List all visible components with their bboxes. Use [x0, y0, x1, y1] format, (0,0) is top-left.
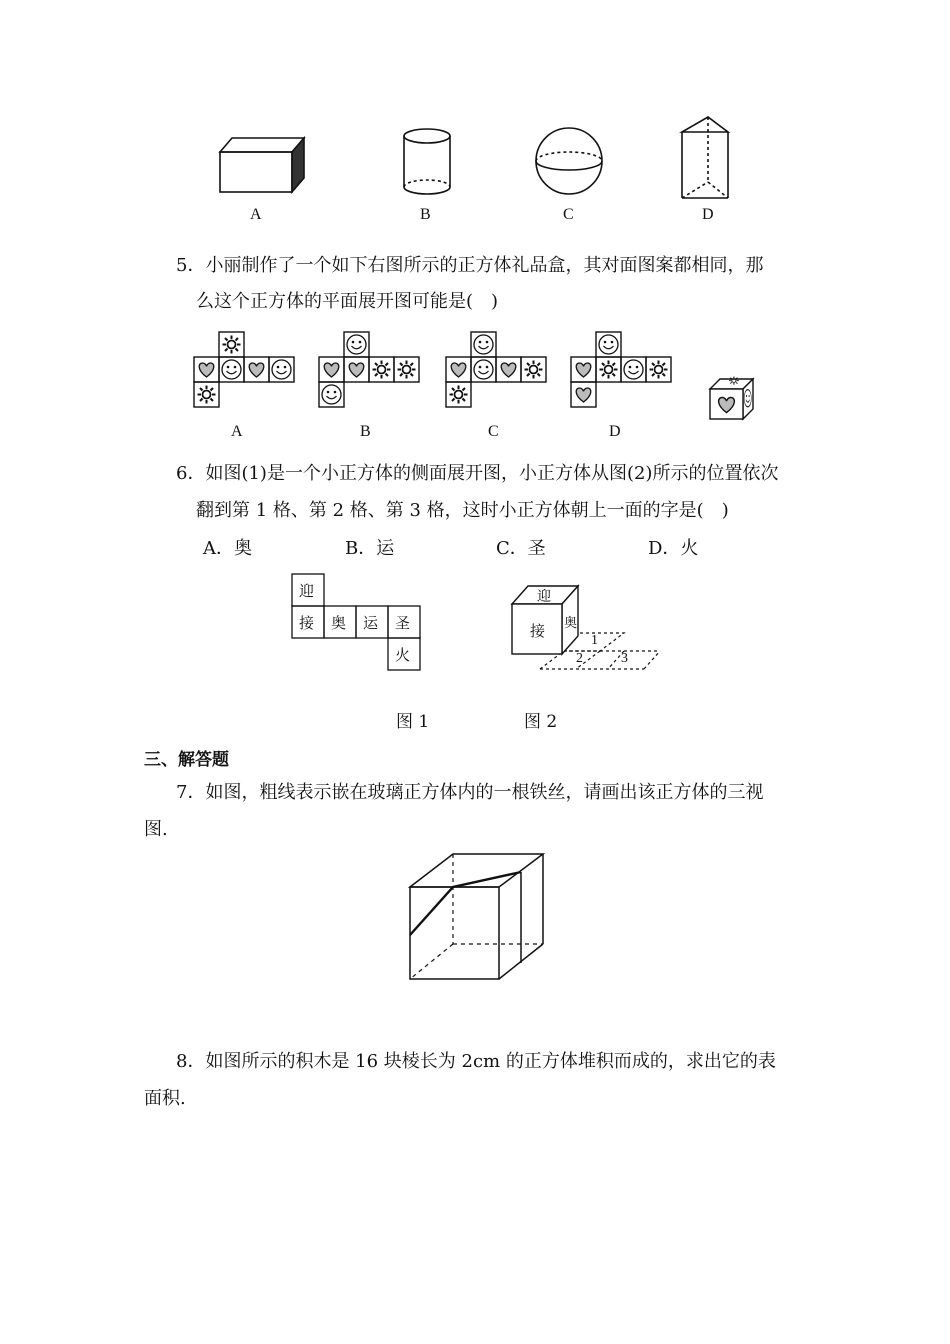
q5-text-line1: 5．小丽制作了一个如下右图所示的正方体礼品盒，其对面图案都相同，那 — [176, 255, 764, 276]
q4-label-b: B — [420, 206, 431, 223]
q8-text-line2: 面积. — [144, 1088, 186, 1109]
q4-label-c: C — [563, 206, 574, 223]
net-cell-huo: 火 — [395, 648, 411, 664]
q5-label-a: A — [231, 423, 243, 440]
cube-top-ying: 迎 — [537, 590, 551, 605]
q6-text-line1: 6．如图(1)是一个小正方体的侧面展开图，小正方体从图(2)所示的位置依次 — [176, 463, 779, 484]
q5-label-c: C — [488, 423, 499, 440]
q8-text-line1: 8．如图所示的积木是 16 块棱长为 2cm 的正方体堆积而成的，求出它的表 — [176, 1051, 776, 1072]
net-cell-ao: 奥 — [331, 616, 347, 632]
q5-label-b: B — [360, 423, 371, 440]
caption-figure-1: 图 1 — [396, 712, 430, 732]
net-cell-sheng: 圣 — [395, 616, 411, 632]
q5-text-line2: 么这个正方体的平面展开图可能是( ) — [196, 291, 499, 312]
q6-option-a: A．奥 — [203, 538, 252, 559]
q6-option-d: D．火 — [648, 538, 699, 559]
q7-text-line1: 7．如图，粗线表示嵌在玻璃正方体内的一根铁丝，请画出该正方体的三视 — [176, 782, 764, 803]
q4-label-d: D — [702, 206, 714, 223]
grid-number-1: 1 — [591, 633, 598, 648]
grid-number-2: 2 — [576, 651, 583, 666]
q4-label-a: A — [250, 206, 262, 223]
q6-option-c: C．圣 — [496, 538, 546, 559]
q6-text-line2: 翻到第 1 格、第 2 格、第 3 格，这时小正方体朝上一面的字是( ) — [196, 500, 729, 521]
section-title: 三、解答题 — [144, 750, 229, 770]
q5-label-d: D — [609, 423, 621, 440]
caption-figure-2: 图 2 — [524, 712, 558, 732]
cube-front-jie: 接 — [530, 624, 546, 640]
net-cell-yun: 运 — [363, 616, 379, 632]
cube-side-ao: 奥 — [564, 615, 578, 630]
net-cell-jie: 接 — [299, 616, 315, 632]
net-cell-ying: 迎 — [299, 584, 315, 600]
q7-text-line2: 图. — [144, 819, 168, 840]
q6-option-b: B．运 — [345, 538, 395, 559]
grid-number-3: 3 — [621, 651, 628, 666]
